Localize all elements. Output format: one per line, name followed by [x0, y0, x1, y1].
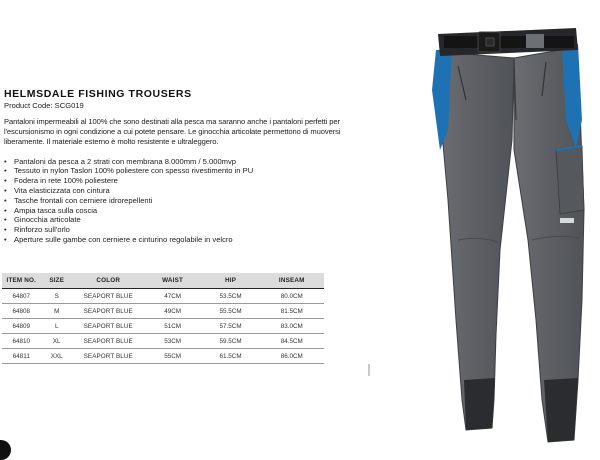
table-row	[2, 319, 324, 334]
cell-item-no: 64808	[2, 304, 41, 319]
table-row	[2, 349, 324, 364]
cell-hip: 57.5CM	[202, 319, 260, 334]
stray-mark	[368, 364, 370, 376]
feature-item: • Rinforzo sull'orlo	[4, 225, 360, 235]
cell-inseam: 83.0CM	[260, 319, 324, 334]
col-size: SIZE	[41, 273, 73, 289]
size-table	[2, 273, 324, 364]
left-hem	[464, 378, 495, 430]
cell-hip: 55.5CM	[202, 304, 260, 319]
trousers-image	[396, 0, 600, 455]
col-waist: WAIST	[144, 273, 202, 289]
cell-size: S	[41, 289, 73, 304]
logo-patch	[560, 218, 574, 223]
product-code: Product Code: SCG019	[4, 101, 84, 110]
cell-waist: 55CM	[144, 349, 202, 364]
col-inseam: INSEAM	[260, 273, 324, 289]
feature-item: • Vita elasticizzata con cintura	[4, 186, 360, 196]
feature-item: • Ampia tasca sulla coscia	[4, 206, 360, 216]
right-hem	[544, 378, 578, 442]
cell-inseam: 86.0CM	[260, 349, 324, 364]
cell-inseam: 81.5CM	[260, 304, 324, 319]
corner-mark	[0, 440, 11, 460]
cell-color: SEAPORT BLUE	[73, 319, 144, 334]
cell-item-no: 64811	[2, 349, 41, 364]
cell-hip: 61.5CM	[202, 349, 260, 364]
cell-hip: 53.5CM	[202, 289, 260, 304]
cell-item-no: 64807	[2, 289, 41, 304]
thigh-pocket	[556, 146, 584, 214]
feature-item: • Aperture sulle gambe con cerniere e cinturino regolabile in velcro	[4, 235, 360, 245]
feature-item: • Tessuto in nylon Taslon 100% poliestere con spesso rivestimento in PU	[4, 166, 360, 176]
cell-waist: 51CM	[144, 319, 202, 334]
cell-waist: 53CM	[144, 334, 202, 349]
product-description: Pantaloni impermeabili al 100% che sono destinati alla pesca ma saranno anche i pantaloni perfetti per l'escursionismo in ogni condizione a cui potete pensare. Le ginocchia articolate permettono di muoversi liberamente. Il materiale esterno è molto resistente e ultraleggero.	[4, 117, 341, 147]
feature-item: • Fodera in rete 100% poliestere	[4, 176, 360, 186]
cell-inseam: 84.5CM	[260, 334, 324, 349]
feature-item: • Pantaloni da pesca a 2 strati con membrana 8.000mm / 5.000mvp	[4, 157, 360, 167]
belt-loop-patch	[526, 34, 544, 48]
table-header	[2, 273, 324, 289]
cell-color: SEAPORT BLUE	[73, 349, 144, 364]
feature-item: • Tasche frontali con cerniere idrorepellenti	[4, 196, 360, 206]
cell-hip: 59.5CM	[202, 334, 260, 349]
cell-inseam: 80.0CM	[260, 289, 324, 304]
feature-list	[4, 157, 360, 245]
product-info	[4, 88, 360, 245]
cell-color: SEAPORT BLUE	[73, 304, 144, 319]
product-title: HELMSDALE FISHING TROUSERS	[4, 88, 192, 100]
cell-size: XXL	[41, 349, 73, 364]
cell-item-no: 64809	[2, 319, 41, 334]
col-color: COLOR	[73, 273, 144, 289]
cell-size: L	[41, 319, 73, 334]
cell-color: SEAPORT BLUE	[73, 334, 144, 349]
cell-waist: 47CM	[144, 289, 202, 304]
left-leg	[440, 52, 514, 430]
cell-size: XL	[41, 334, 73, 349]
cell-item-no: 64810	[2, 334, 41, 349]
belt	[444, 36, 574, 48]
table-row	[2, 289, 324, 304]
table-row	[2, 334, 324, 349]
col-hip: HIP	[202, 273, 260, 289]
cell-size: M	[41, 304, 73, 319]
cell-color: SEAPORT BLUE	[73, 289, 144, 304]
cell-waist: 49CM	[144, 304, 202, 319]
col-item-no: ITEM NO.	[2, 273, 41, 289]
feature-item: • Ginocchia articolate	[4, 215, 360, 225]
table-header-row	[2, 273, 324, 289]
table-row	[2, 304, 324, 319]
